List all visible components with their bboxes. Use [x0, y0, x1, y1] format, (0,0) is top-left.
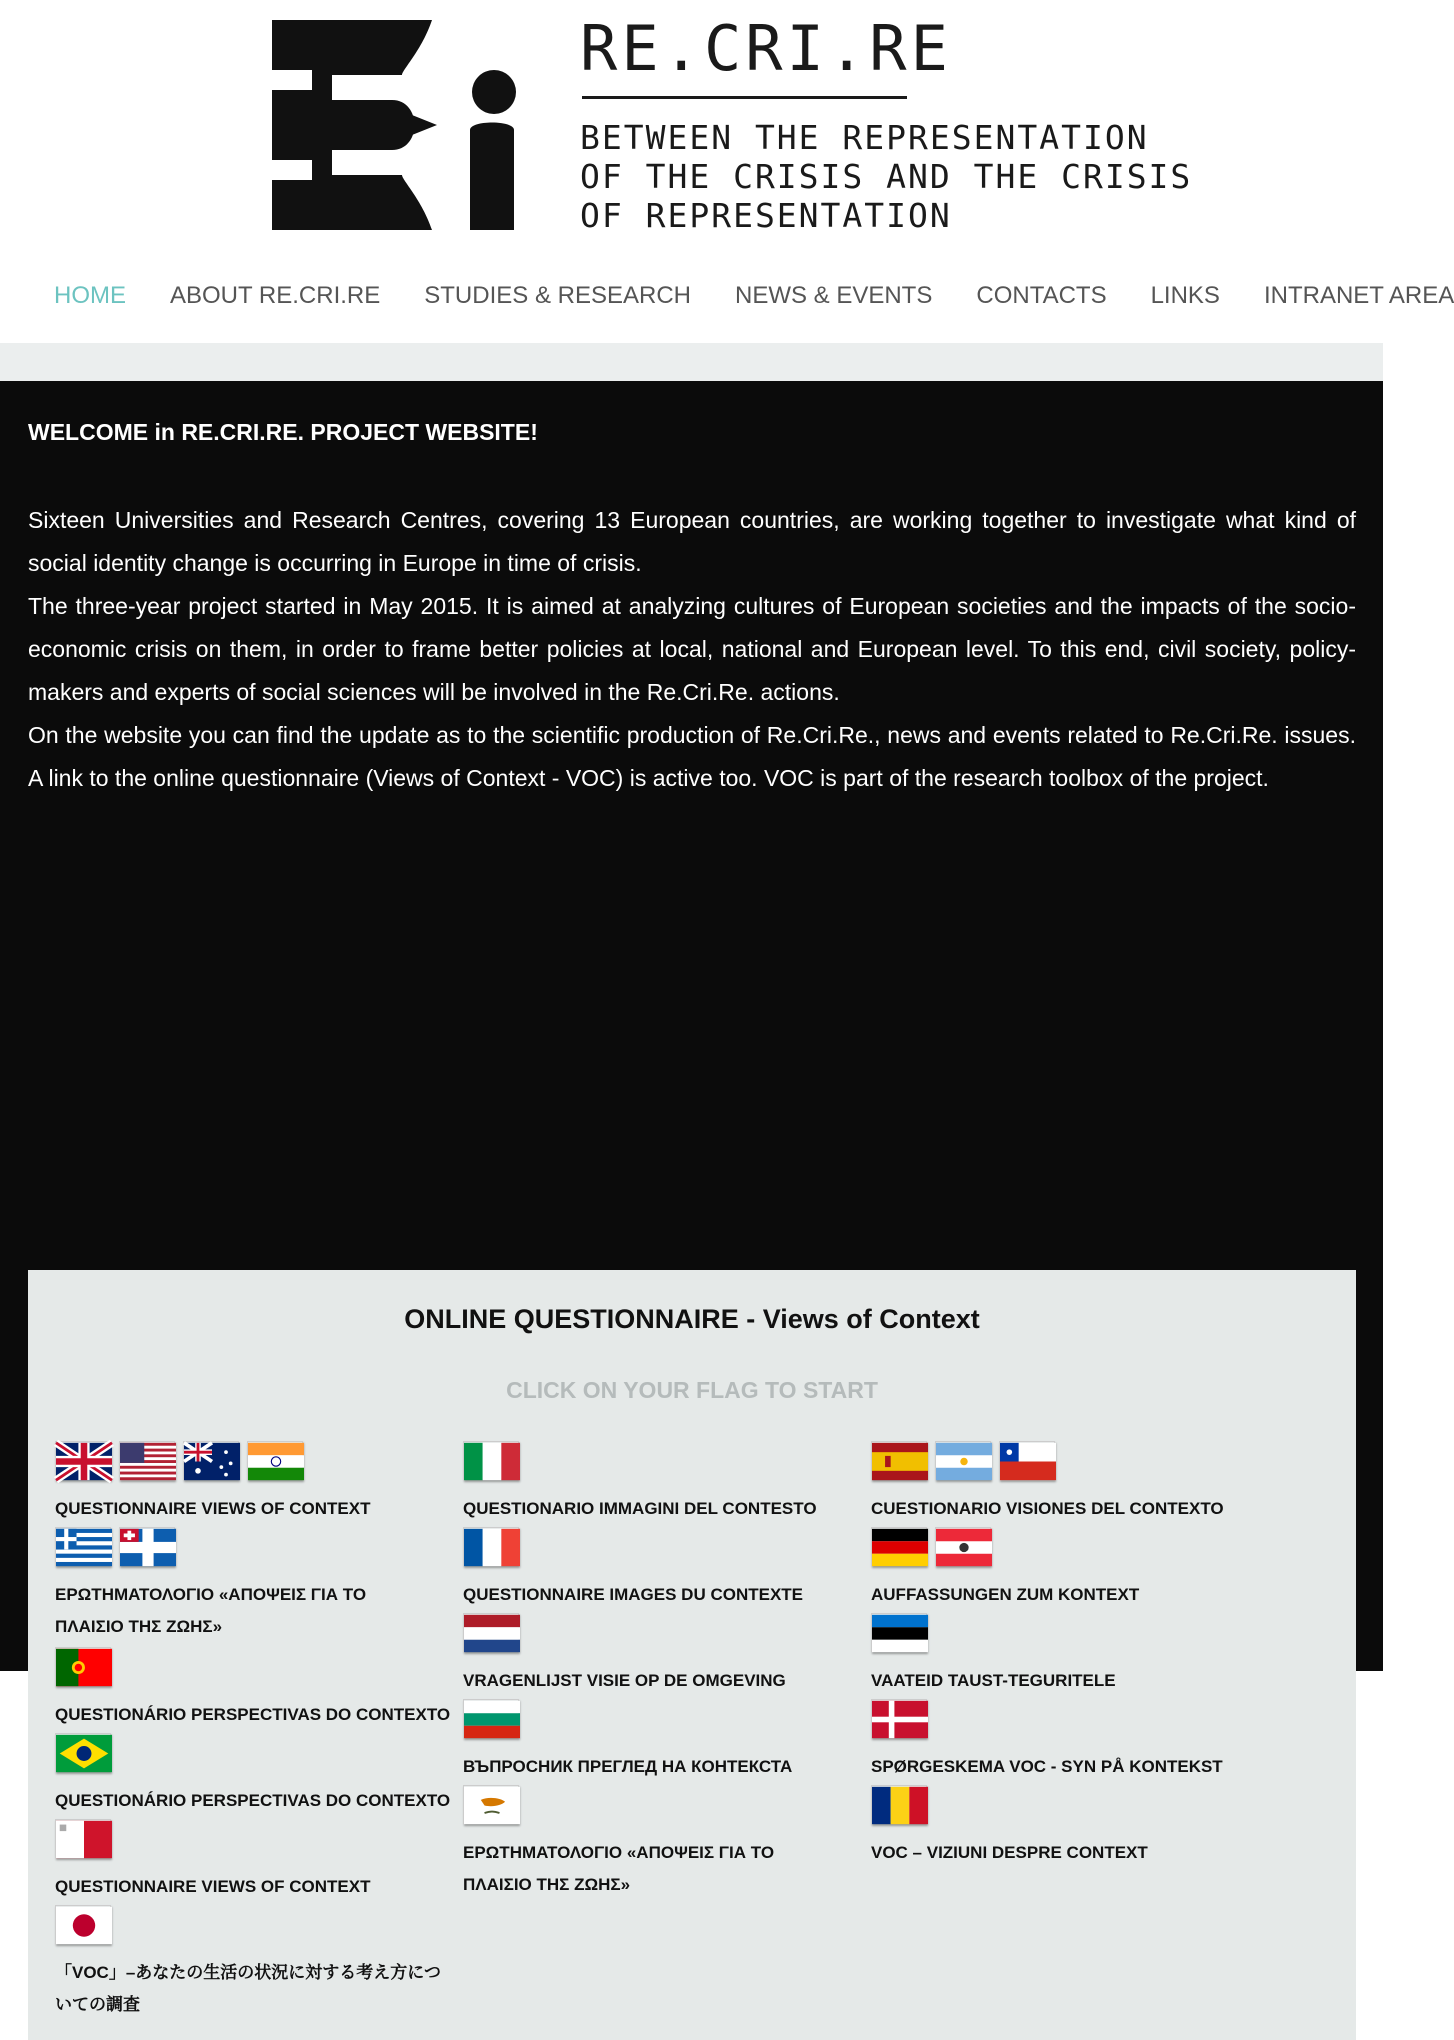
questionnaire-english	[55, 1441, 370, 1525]
questionnaire-label[interactable]: ΕΡΩΤΗΜΑΤΟΛΟΓΙΟ «ΑΠΟΨΕΙΣ ΓΙΑ ΤΟ ΠΛΑΙΣΙΟ ΤΗΣ ΖΩΗΣ»	[55, 1585, 367, 1636]
usa-flag[interactable]	[119, 1441, 175, 1480]
portugal-flag[interactable]	[55, 1647, 111, 1686]
questionnaire-label[interactable]: 「VOC」–あなたの生活の状況に対する考え方についての調査	[55, 1963, 441, 2014]
questionnaire-danish	[871, 1699, 1223, 1783]
questionnaire-maltese	[55, 1819, 370, 1903]
questionnaire-label[interactable]: AUFFASSUNGEN ZUM KONTEXT	[871, 1585, 1140, 1604]
nav-about[interactable]: ABOUT RE.CRI.RE	[170, 282, 381, 309]
argentina-flag[interactable]	[935, 1441, 991, 1480]
intro-paragraph: Sixteen Universities and Research Centres, covering 13 European countries, are working together to investigate what kind of social identity change is occurring in Europe in time of crisis.	[28, 507, 1356, 576]
questionnaire-cypriot	[463, 1785, 803, 1901]
logo-subtitle-line: OF THE CRISIS AND THE CRISIS	[580, 157, 1193, 196]
intro-text	[28, 499, 1356, 800]
nav-home[interactable]: HOME	[54, 282, 126, 309]
france-flag[interactable]	[463, 1527, 519, 1566]
questionnaire-label[interactable]: SPØRGESKEMA VOC - SYN PÅ KONTEKST	[871, 1757, 1223, 1776]
nav-links[interactable]: LINKS	[1150, 282, 1220, 309]
logo-subtitle-line: OF REPRESENTATION	[580, 196, 952, 235]
chile-flag[interactable]	[999, 1441, 1055, 1480]
questionnaire-estonian	[871, 1613, 1116, 1697]
questionnaire-greek	[55, 1527, 385, 1643]
intro-paragraph: On the website you can find the update as to the scientific production of Re.Cri.Re., news and events related to Re.Cri.Re. issues. A link to the online questionnaire (Views of Context - VOC) is active too. VOC is part of the research toolbox of the project.	[28, 722, 1356, 791]
questionnaire-romanian	[871, 1785, 1148, 1869]
questionnaire-label[interactable]: VOC – VIZIUNI DESPRE CONTEXT	[871, 1843, 1148, 1862]
nav-intranet-area[interactable]: INTRANET AREA	[1263, 282, 1454, 309]
welcome-heading: WELCOME in RE.CRI.RE. PROJECT WEBSITE!	[28, 419, 538, 445]
main-nav	[54, 280, 1454, 316]
questionnaire-title: ONLINE QUESTIONNAIRE - Views of Context	[404, 1304, 980, 1334]
denmark-flag[interactable]	[871, 1699, 927, 1738]
greece-old-flag[interactable]	[119, 1527, 175, 1566]
nav-contacts[interactable]: CONTACTS	[976, 282, 1107, 309]
germany-flag[interactable]	[871, 1527, 927, 1566]
questionnaire-french	[463, 1527, 803, 1611]
questionnaire-label[interactable]: CUESTIONARIO VISIONES DEL CONTEXTO	[871, 1499, 1224, 1518]
austria-flag[interactable]	[935, 1527, 991, 1566]
italy-flag[interactable]	[463, 1441, 519, 1480]
questionnaire-label[interactable]: QUESTIONARIO IMMAGINI DEL CONTESTO	[463, 1499, 817, 1518]
cyprus-flag[interactable]	[463, 1785, 519, 1824]
logo-mark	[272, 20, 516, 230]
nav-divider-bar	[0, 343, 1383, 381]
questionnaire-spanish	[871, 1441, 1224, 1525]
bulgaria-flag[interactable]	[463, 1699, 519, 1738]
malta-flag[interactable]	[55, 1819, 111, 1858]
india-flag[interactable]	[247, 1441, 303, 1480]
estonia-flag[interactable]	[871, 1613, 927, 1652]
greece-flag[interactable]	[55, 1527, 111, 1566]
spain-flag[interactable]	[871, 1441, 927, 1480]
questionnaire-label[interactable]: QUESTIONÁRIO PERSPECTIVAS DO CONTEXTO	[55, 1791, 451, 1810]
logo-rule	[582, 96, 907, 99]
questionnaire-german	[871, 1527, 1139, 1611]
questionnaire-dutch	[463, 1613, 786, 1697]
logo-title: RE.CRI.RE	[580, 12, 952, 85]
questionnaire-bulgarian	[463, 1699, 792, 1783]
brazil-flag[interactable]	[55, 1733, 111, 1772]
intro-paragraph: The three-year project started in May 2015. It is aimed at analyzing cultures of European societies and the impacts of the socio-economic crisis on them, in order to frame better policies at local, national and European level. To this end, civil society, policy-makers and experts of social sciences will be involved in the Re.Cri.Re. actions.	[28, 593, 1356, 705]
questionnaire-label[interactable]: QUESTIONÁRIO PERSPECTIVAS DO CONTEXTO	[55, 1705, 451, 1724]
questionnaire-label[interactable]: QUESTIONNAIRE IMAGES DU CONTEXTE	[463, 1585, 804, 1604]
questionnaire-label[interactable]: ΕΡΩΤΗΜΑΤΟΛΟΓΙΟ «ΑΠΟΨΕΙΣ ΓΙΑ ΤΟ ΠΛΑΙΣΙΟ ΤΗΣ ΖΩΗΣ»	[463, 1843, 775, 1894]
questionnaire-portuguese	[55, 1647, 450, 1731]
questionnaire-panel	[28, 1270, 1356, 2040]
romania-flag[interactable]	[871, 1785, 927, 1824]
nav-news-events[interactable]: NEWS & EVENTS	[734, 282, 933, 309]
questionnaire-label[interactable]: VAATEID TAUST-TEGURITELE	[871, 1671, 1116, 1690]
main-content	[0, 381, 1383, 2014]
nav-studies-research[interactable]: STUDIES & RESEARCH	[424, 282, 691, 309]
questionnaire-label[interactable]: QUESTIONNAIRE VIEWS OF CONTEXT	[55, 1499, 371, 1518]
questionnaire-subtitle: CLICK ON YOUR FLAG TO START	[506, 1377, 878, 1403]
japan-flag[interactable]	[55, 1905, 111, 1944]
uk-flag[interactable]	[55, 1441, 111, 1480]
netherlands-flag[interactable]	[463, 1613, 519, 1652]
questionnaire-brazilian	[55, 1733, 450, 1817]
questionnaire-label[interactable]: ВЪПРОСНИК ПРЕГЛЕД НА КОНТЕКСТА	[463, 1757, 793, 1776]
questionnaire-label[interactable]: VRAGENLIJST VISIE OP DE OMGEVING	[463, 1671, 786, 1690]
australia-flag[interactable]	[183, 1441, 239, 1480]
logo-subtitle	[580, 118, 1192, 235]
logo-subtitle-line: BETWEEN THE REPRESENTATION	[580, 118, 1149, 157]
questionnaire-italian	[463, 1441, 817, 1525]
questionnaire-label[interactable]: QUESTIONNAIRE VIEWS OF CONTEXT	[55, 1877, 371, 1896]
questionnaire-japanese	[55, 1905, 445, 2021]
